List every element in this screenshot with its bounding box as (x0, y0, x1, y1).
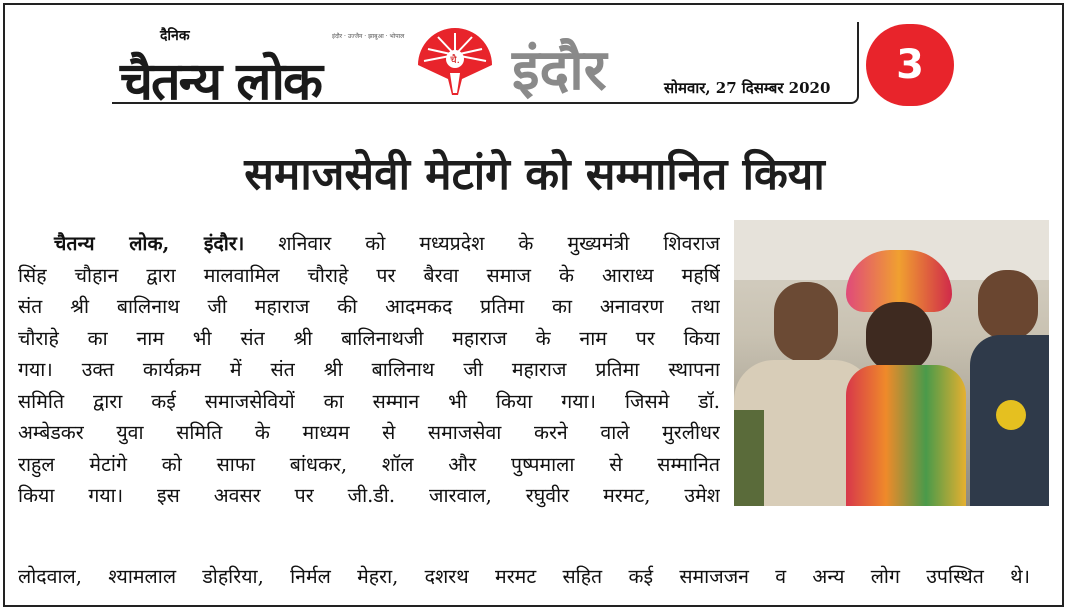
article-last-line: लोदवाल, श्यामलाल डोहरिया, निर्मल मेहरा, दशरथ मरमट सहित कई समाजजन व अन्य लोग उपस्थित थे। (18, 565, 1030, 588)
article-line: समिति द्वारा कई समाजसेवियों का सम्मान भी किया गया। जिसमे डॉ. (18, 389, 720, 413)
dateline: चैतन्य लोक, इंदौर। (54, 232, 245, 255)
page-number-badge: 3 (866, 24, 954, 106)
logo-prefix: दैनिक (160, 28, 190, 44)
article-line: किया गया। इस अवसर पर जी.डी. जारवाल, रघुवीर मरमट, उमेश (18, 484, 720, 507)
emblem-letter: चै. (450, 55, 460, 66)
article-line: संत श्री बालिनाथ जी महाराज की आदमकद प्रतिमा का अनावरण तथा (18, 295, 720, 318)
newspaper-logo: चैतन्य लोक (120, 51, 321, 112)
masthead (112, 22, 859, 112)
issue-date: सोमवार, 27 दिसम्बर 2020 (664, 79, 831, 97)
article-line: गया। उक्त कार्यक्रम में संत श्री बालिनाथ जी महाराज प्रतिमा स्थापना (18, 358, 720, 381)
article-headline: समाजसेवी मेटांगे को सम्मानित किया (244, 149, 825, 200)
logo-tagline: इंदौर · उज्जैन · झाबुआ · भोपाल (332, 33, 405, 40)
article-body (18, 228, 720, 512)
article-line: चैतन्य लोक, इंदौर। शनिवार को मध्यप्रदेश के मुख्यमंत्री शिवराज (54, 232, 720, 255)
article-line: राहुल मेटांगे को साफा बांधकर, शॉल और पुष्पमाला से सम्मानित (18, 452, 720, 476)
article-line: अम्बेडकर युवा समिति के माध्यम से समाजसेवा करने वाले मुरलीधर (18, 421, 720, 444)
article-line: सिंह चौहान द्वारा मालवामिल चौराहे पर बैरवा समाज के आराध्य महर्षि (18, 263, 720, 287)
pen-nib-emblem-icon (414, 25, 496, 97)
article-line: चौराहे का नाम भी संत श्री बालिनाथजी महाराज के नाम पर किया (18, 326, 720, 350)
article-photo (734, 220, 1049, 506)
city-edition: इंदौर (512, 37, 607, 103)
